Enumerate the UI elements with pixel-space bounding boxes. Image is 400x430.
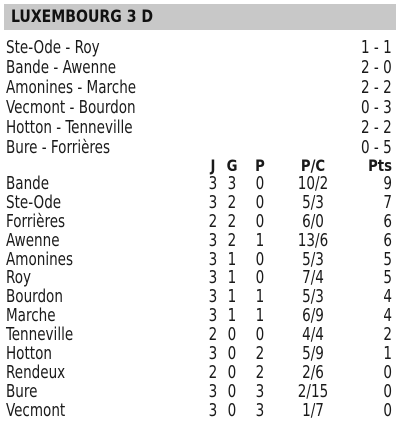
cell-lost: 0	[255, 211, 265, 232]
table-row	[0, 383, 400, 402]
cell-points: 1	[383, 344, 392, 365]
cell-goals: 5/3	[302, 249, 324, 270]
table-row	[0, 345, 400, 364]
results-list	[0, 38, 400, 158]
cell-points: 5	[383, 249, 392, 270]
table-row	[0, 288, 400, 307]
table-row	[0, 326, 400, 345]
cell-points: 9	[383, 174, 392, 194]
cell-played: 2	[208, 211, 218, 232]
cell-lost: 0	[255, 174, 265, 194]
result-teams: Hotton - Tenneville	[6, 118, 133, 138]
cell-played: 2	[208, 325, 218, 346]
cell-goals: 10/2	[297, 174, 329, 194]
result-teams: Ste-Ode - Roy	[6, 38, 100, 58]
team-name: Amonines	[6, 249, 74, 270]
team-name: Ste-Ode	[6, 192, 62, 213]
cell-played: 3	[208, 381, 218, 402]
team-name: Forrières	[6, 211, 66, 232]
standings-column-headers	[0, 156, 400, 176]
team-name: Tenneville	[6, 325, 74, 346]
cell-won: 0	[227, 381, 237, 402]
cell-won: 0	[227, 325, 237, 346]
column-header-pc: P/C	[300, 156, 326, 175]
column-header-g: G	[226, 156, 238, 175]
result-row	[0, 98, 400, 118]
cell-played: 3	[208, 344, 218, 365]
cell-points: 4	[383, 306, 392, 327]
cell-lost: 3	[255, 381, 265, 402]
cell-played: 3	[208, 306, 218, 327]
result-score: 2 - 2	[361, 78, 392, 98]
team-name: Marche	[6, 306, 56, 327]
cell-points: 6	[383, 211, 392, 232]
cell-won: 1	[227, 306, 237, 327]
cell-goals: 2/6	[302, 362, 324, 383]
cell-played: 3	[208, 249, 218, 270]
cell-won: 0	[227, 344, 237, 365]
column-header-p: P	[255, 156, 265, 175]
cell-won: 2	[227, 230, 237, 251]
cell-goals: 6/9	[302, 306, 324, 327]
result-score: 0 - 3	[361, 98, 392, 118]
result-row	[0, 38, 400, 58]
table-row	[0, 175, 400, 194]
result-score: 2 - 2	[361, 118, 392, 138]
cell-points: 0	[383, 400, 392, 421]
result-row	[0, 118, 400, 138]
cell-played: 3	[208, 230, 218, 251]
cell-lost: 0	[255, 268, 265, 289]
result-row	[0, 78, 400, 98]
cell-points: 0	[383, 381, 392, 402]
table-row	[0, 232, 400, 251]
cell-lost: 2	[255, 362, 265, 383]
result-row	[0, 138, 400, 158]
cell-goals: 2/15	[297, 381, 329, 402]
cell-played: 3	[208, 400, 218, 421]
cell-lost: 1	[255, 306, 265, 327]
cell-won: 1	[227, 287, 237, 308]
cell-goals: 13/6	[297, 230, 329, 251]
cell-goals: 5/3	[302, 192, 324, 213]
cell-goals: 6/0	[302, 211, 324, 232]
cell-points: 6	[383, 230, 392, 251]
cell-played: 3	[208, 268, 218, 289]
result-teams: Amonines - Marche	[6, 78, 137, 98]
team-name: Hotton	[6, 344, 52, 365]
cell-goals: 4/4	[302, 325, 324, 346]
table-row	[0, 213, 400, 232]
cell-won: 0	[227, 400, 237, 421]
team-name: Vecmont	[6, 400, 66, 421]
cell-points: 0	[383, 362, 392, 383]
column-header-pts: Pts	[368, 156, 392, 175]
cell-played: 3	[208, 192, 218, 213]
result-teams: Bande - Awenne	[6, 58, 117, 78]
table-row	[0, 269, 400, 288]
column-header-j: J	[210, 156, 216, 175]
team-name: Rendeux	[6, 362, 66, 383]
table-row	[0, 307, 400, 326]
cell-points: 2	[383, 325, 392, 346]
cell-played: 3	[208, 287, 218, 308]
table-row	[0, 402, 400, 421]
cell-won: 3	[227, 174, 237, 194]
standings-table	[0, 175, 400, 421]
cell-won: 2	[227, 192, 237, 213]
result-row	[0, 58, 400, 78]
cell-lost: 3	[255, 400, 265, 421]
cell-won: 2	[227, 211, 237, 232]
cell-lost: 1	[255, 230, 265, 251]
result-teams: Bure - Forrières	[6, 138, 111, 158]
section-header	[4, 4, 396, 30]
cell-lost: 0	[255, 192, 265, 213]
team-name: Bourdon	[6, 287, 63, 308]
cell-goals: 5/9	[302, 344, 324, 365]
cell-points: 4	[383, 287, 392, 308]
team-name: Roy	[6, 268, 32, 289]
result-score: 2 - 0	[361, 58, 392, 78]
team-name: Awenne	[6, 230, 60, 251]
result-score: 0 - 5	[361, 138, 392, 158]
team-name: Bure	[6, 381, 38, 402]
result-teams: Vecmont - Bourdon	[6, 98, 136, 118]
cell-goals: 5/3	[302, 287, 324, 308]
result-score: 1 - 1	[361, 38, 392, 58]
cell-lost: 2	[255, 344, 265, 365]
cell-points: 7	[383, 192, 392, 213]
table-row	[0, 194, 400, 213]
cell-played: 2	[208, 362, 218, 383]
cell-goals: 7/4	[302, 268, 324, 289]
cell-won: 1	[227, 249, 237, 270]
cell-played: 3	[208, 174, 218, 194]
league-title: LUXEMBOURG 3 D	[11, 7, 154, 27]
cell-goals: 1/7	[302, 400, 324, 421]
table-row	[0, 364, 400, 383]
cell-lost: 1	[255, 287, 265, 308]
team-name: Bande	[6, 174, 50, 194]
cell-lost: 0	[255, 325, 265, 346]
cell-won: 0	[227, 362, 237, 383]
cell-lost: 0	[255, 249, 265, 270]
table-row	[0, 251, 400, 270]
cell-points: 5	[383, 268, 392, 289]
cell-won: 1	[227, 268, 237, 289]
